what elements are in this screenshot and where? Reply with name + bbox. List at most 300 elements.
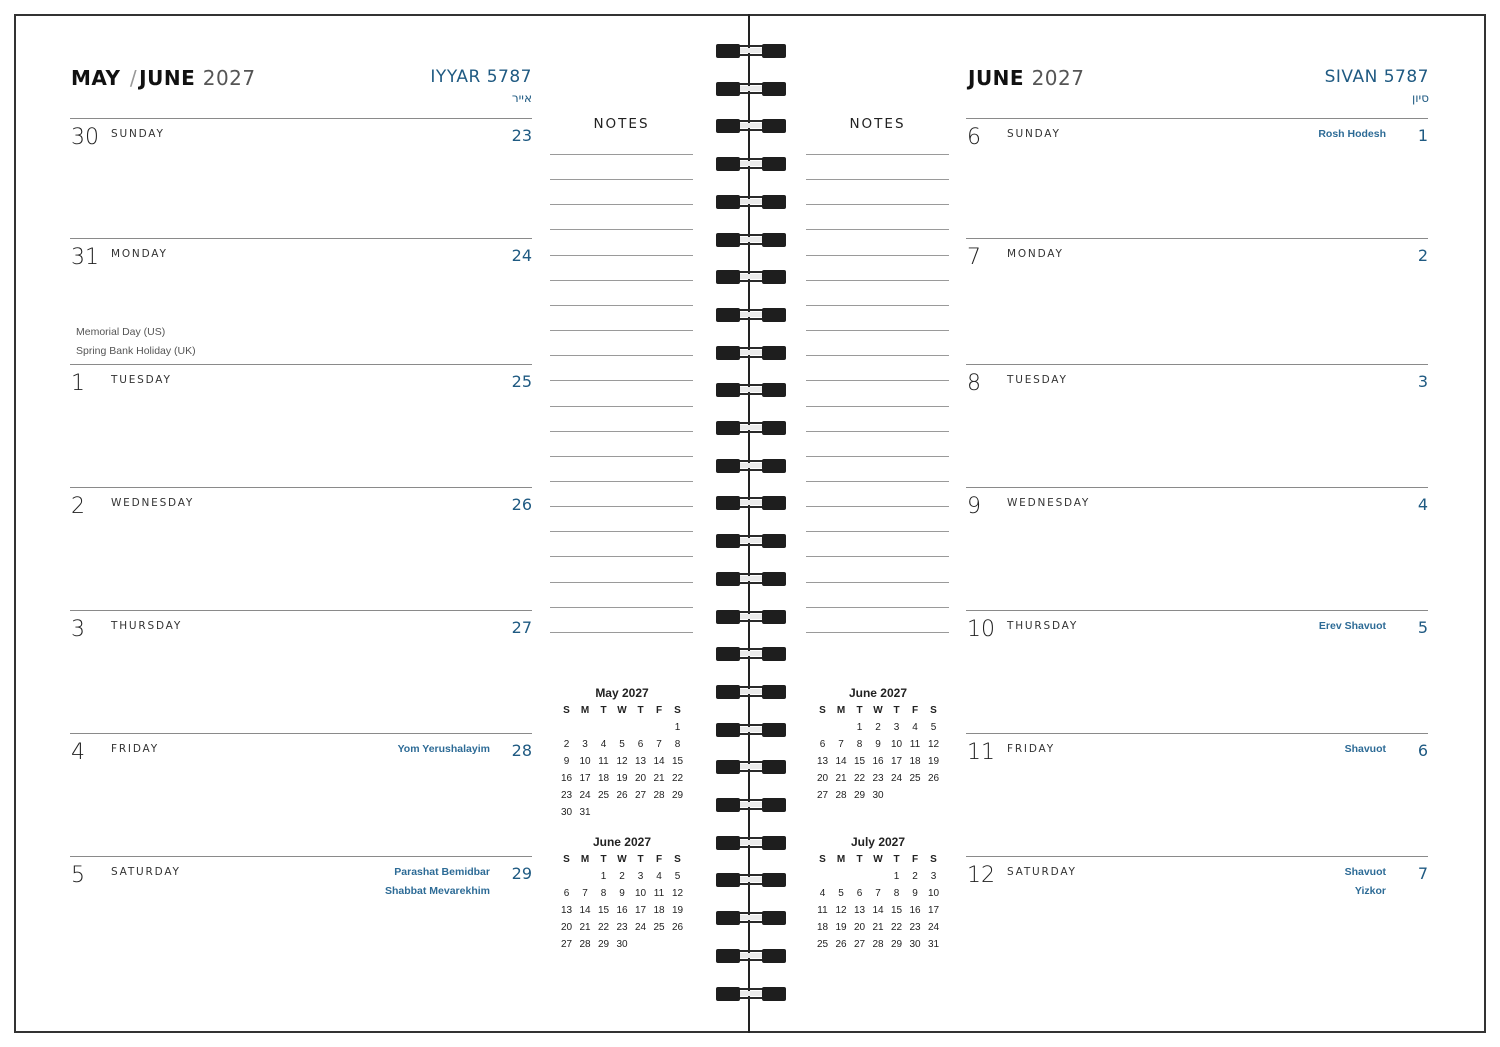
spiral-ring: [716, 796, 786, 814]
day-row[interactable]: [966, 856, 1428, 1000]
mini-calendar-date: 4: [819, 888, 826, 899]
mini-weekday-header: T: [600, 854, 607, 865]
mini-calendar-date: 7: [582, 888, 588, 899]
notes-rule-line: [806, 406, 949, 407]
mini-weekday-header: T: [637, 854, 644, 865]
mini-calendar-date: 24: [927, 922, 940, 933]
notes-rule-line: [550, 255, 693, 256]
notes-rule-line: [806, 506, 949, 507]
mini-calendar-date: 12: [835, 905, 847, 916]
mini-calendar-date: [813, 868, 832, 885]
mini-calendar-date: 14: [835, 756, 847, 767]
mini-weekday-header: W: [873, 854, 883, 865]
mini-calendar-date: 6: [856, 888, 863, 899]
mini-calendar-date: 26: [927, 773, 940, 784]
mini-calendar-date: 1: [600, 871, 607, 882]
notes-rule-line: [550, 280, 693, 281]
mini-weekday-header: F: [655, 854, 663, 865]
mini-calendar-date: 3: [637, 871, 644, 882]
mini-weekday-header: T: [600, 705, 607, 716]
notes-rule-line: [806, 456, 949, 457]
weekday-name: SUNDAY: [111, 128, 165, 140]
mini-calendar-date: 20: [816, 773, 829, 784]
mini-calendar-date: 23: [616, 922, 628, 933]
mini-calendar-date: 24: [890, 773, 903, 784]
mini-weekday-header: S: [563, 705, 570, 716]
mini-calendar-date: [813, 719, 832, 736]
mini-calendar-date: 19: [835, 922, 847, 933]
notes-title-left: NOTES: [593, 116, 650, 132]
mini-calendar-date: 21: [872, 922, 884, 933]
mini-calendar-date: 9: [619, 888, 625, 899]
weekday-name: MONDAY: [1007, 248, 1064, 260]
mini-calendar-date: [631, 719, 650, 736]
spiral-ring: [716, 381, 786, 399]
mini-calendar-date: [832, 719, 851, 736]
right-hebrew-script: סיון: [1411, 91, 1429, 105]
day-row[interactable]: [966, 118, 1428, 238]
mini-calendar-date: 17: [927, 905, 940, 916]
notes-rule-line: [806, 431, 949, 432]
weekday-name: MONDAY: [111, 248, 168, 260]
weekday-name: TUESDAY: [111, 374, 172, 386]
mini-calendar-title: July 2027: [850, 835, 906, 849]
mini-calendar-date: 21: [653, 773, 665, 784]
mini-weekday-header: M: [580, 854, 590, 865]
mini-calendar-date: 8: [856, 739, 863, 750]
mini-calendar-date: 18: [597, 773, 610, 784]
mini-calendar-date: 29: [890, 939, 903, 950]
notes-rule-line: [550, 456, 693, 457]
mini-calendar-date: 9: [912, 888, 918, 899]
mini-calendar-date: 25: [653, 922, 665, 933]
notes-rule-line: [806, 154, 949, 155]
notes-rule-line: [550, 632, 693, 633]
weekday-name: WEDNESDAY: [111, 497, 195, 509]
mini-calendar-title: May 2027: [595, 686, 649, 700]
notes-rule-line: [806, 204, 949, 205]
mini-calendar-date: 14: [579, 905, 591, 916]
notes-rule-line: [806, 280, 949, 281]
mini-calendar-date: 21: [579, 922, 591, 933]
notes-rule-line: [550, 406, 693, 407]
mini-calendar-date: 29: [853, 790, 866, 801]
day-number: 11: [967, 740, 995, 765]
mini-calendar-date: 18: [816, 922, 829, 933]
mini-calendar-title: June 2027: [592, 835, 652, 849]
mini-calendar-title: June 2027: [848, 686, 908, 700]
notes-rule-line: [550, 481, 693, 482]
spiral-ring: [716, 909, 786, 927]
weekday-name: TUESDAY: [1007, 374, 1068, 386]
mini-calendar-grid: [813, 851, 943, 953]
hebrew-day-number: 29: [511, 864, 532, 883]
mini-calendar-date: 31: [927, 939, 940, 950]
mini-calendar-date: 20: [560, 922, 573, 933]
day-row[interactable]: [70, 364, 532, 487]
day-number: 6: [967, 125, 981, 150]
mini-calendar-date: 27: [816, 790, 829, 801]
jewish-observance: Rosh Hodesh: [1318, 128, 1386, 140]
notes-rule-line: [806, 330, 949, 331]
mini-calendar-date: 23: [872, 773, 884, 784]
hebrew-day-number: 26: [511, 495, 532, 514]
hebrew-day-number: 6: [1417, 741, 1428, 760]
notes-rule-line: [550, 229, 693, 230]
mini-calendar-date: 4: [912, 722, 918, 733]
day-number: 30: [71, 125, 99, 150]
mini-calendar-date: 4: [600, 739, 607, 750]
mini-calendar-date: 24: [634, 922, 647, 933]
mini-calendar-date: 20: [853, 922, 866, 933]
day-number: 7: [967, 245, 981, 270]
notes-rule-line: [806, 607, 949, 608]
mini-calendar-date: 8: [674, 739, 681, 750]
mini-calendar-date: 8: [600, 888, 607, 899]
mini-calendar: [557, 686, 687, 821]
mini-calendar-date: 10: [579, 756, 591, 767]
notes-rule-line: [806, 305, 949, 306]
left-month-name-1: MAY: [71, 66, 121, 90]
mini-calendar-date: 17: [890, 756, 903, 767]
day-number: 4: [71, 740, 85, 765]
mini-calendar-date: 2: [619, 871, 625, 882]
notes-rule-line: [550, 204, 693, 205]
mini-calendar-date: 16: [616, 905, 628, 916]
mini-calendar: [813, 835, 943, 953]
mini-calendar-date: 13: [634, 756, 647, 767]
weekday-name: THURSDAY: [1007, 620, 1079, 632]
spiral-ring: [716, 834, 786, 852]
spiral-ring: [716, 419, 786, 437]
hebrew-day-number: 25: [511, 372, 532, 391]
mini-calendar-date: [832, 868, 851, 885]
mini-calendar-date: 25: [597, 790, 610, 801]
hebrew-day-number: 1: [1417, 126, 1428, 145]
day-number: 9: [967, 494, 981, 519]
mini-calendar-date: 19: [671, 905, 684, 916]
spiral-ring: [716, 758, 786, 776]
mini-weekday-header: M: [836, 854, 846, 865]
left-hebrew-script: אייר: [511, 91, 532, 105]
mini-calendar-date: 15: [597, 905, 610, 916]
mini-calendar-date: 28: [835, 790, 847, 801]
notes-rule-line: [806, 255, 949, 256]
weekday-name: SUNDAY: [1007, 128, 1061, 140]
mini-weekday-header: F: [911, 854, 919, 865]
mini-calendar-date: 22: [597, 922, 610, 933]
mini-calendar-date: 31: [579, 807, 591, 818]
mini-calendar-date: 26: [671, 922, 684, 933]
mini-calendar-date: 1: [856, 722, 863, 733]
mini-calendar: [557, 835, 687, 953]
mini-calendar-date: 12: [671, 888, 684, 899]
notes-rule-line: [550, 431, 693, 432]
notes-rule-line: [550, 154, 693, 155]
mini-calendar-grid: [557, 702, 687, 821]
mini-calendar-date: 17: [634, 905, 647, 916]
day-row[interactable]: [70, 238, 532, 364]
month-separator: /: [129, 66, 138, 90]
mini-calendar-date: 23: [909, 922, 921, 933]
mini-calendar-date: 6: [637, 739, 644, 750]
spiral-ring: [716, 231, 786, 249]
day-row[interactable]: [966, 733, 1428, 856]
left-hebrew-month: IYYAR 5787: [430, 67, 532, 87]
spiral-ring: [716, 344, 786, 362]
left-month-name-2: JUNE: [139, 66, 196, 90]
mini-calendar-date: 13: [853, 905, 866, 916]
mini-calendar-date: 28: [872, 939, 884, 950]
jewish-observance: Shabbat Mevarekhim: [384, 885, 490, 897]
notes-rule-line: [550, 355, 693, 356]
notes-rule-line: [550, 330, 693, 331]
mini-weekday-header: W: [873, 705, 883, 716]
mini-calendar-date: 29: [671, 790, 684, 801]
mini-calendar-date: [650, 936, 669, 953]
spiral-ring: [716, 193, 786, 211]
day-number: 2: [71, 494, 85, 519]
day-number: 10: [967, 617, 995, 642]
mini-weekday-header: T: [637, 705, 644, 716]
mini-calendar-date: 16: [872, 756, 884, 767]
mini-weekday-header: S: [674, 705, 681, 716]
left-month-title: [71, 66, 256, 90]
day-row[interactable]: [966, 364, 1428, 487]
spiral-ring: [716, 494, 786, 512]
mini-calendar-grid: [813, 702, 943, 804]
mini-calendar-date: [906, 787, 925, 804]
notes-rule-line: [806, 355, 949, 356]
right-hebrew-month-block: [1325, 67, 1429, 105]
notes-rule-line: [550, 380, 693, 381]
mini-weekday-header: S: [930, 854, 937, 865]
mini-calendar-date: [650, 719, 669, 736]
mini-calendar-date: 10: [634, 888, 647, 899]
mini-calendar-date: 5: [930, 722, 937, 733]
mini-calendar-date: [613, 719, 632, 736]
mini-calendar-grid: [557, 851, 687, 953]
day-number: 8: [967, 371, 981, 396]
day-number: 1: [71, 371, 85, 396]
mini-calendar-date: [631, 804, 650, 821]
mini-calendar-date: 28: [653, 790, 665, 801]
mini-calendar-date: 15: [853, 756, 866, 767]
hebrew-day-number: 24: [511, 246, 532, 265]
jewish-observance: Yom Yerushalayim: [397, 743, 490, 755]
spiral-ring: [716, 306, 786, 324]
mini-calendar-date: 19: [616, 773, 628, 784]
spiral-ring: [716, 532, 786, 550]
mini-weekday-header: W: [617, 854, 627, 865]
notes-title-right: NOTES: [849, 116, 906, 132]
mini-calendar-date: 8: [893, 888, 900, 899]
jewish-observance: Parashat Bemidbar: [394, 866, 490, 878]
notes-rule-line: [550, 531, 693, 532]
mini-calendar-date: 15: [890, 905, 903, 916]
day-row[interactable]: [70, 856, 532, 1000]
notes-rule-line: [806, 582, 949, 583]
weekday-name: FRIDAY: [1007, 743, 1055, 755]
mini-weekday-header: S: [819, 705, 826, 716]
mini-calendar-date: 11: [653, 888, 665, 899]
civil-holiday: Spring Bank Holiday (UK): [76, 345, 196, 357]
spiral-ring: [716, 985, 786, 1003]
mini-calendar-date: 4: [656, 871, 662, 882]
mini-calendar-date: 18: [653, 905, 665, 916]
hebrew-day-number: 27: [511, 618, 532, 637]
mini-calendar-date: 22: [853, 773, 866, 784]
day-number: 31: [71, 245, 99, 270]
mini-weekday-header: S: [930, 705, 937, 716]
mini-calendar-date: 25: [909, 773, 921, 784]
mini-weekday-header: W: [617, 705, 627, 716]
spiral-ring: [716, 645, 786, 663]
mini-calendar-date: 26: [835, 939, 847, 950]
mini-calendar-date: 27: [634, 790, 647, 801]
notes-rule-line: [806, 380, 949, 381]
spiral-ring: [716, 570, 786, 588]
mini-calendar-date: 16: [909, 905, 921, 916]
hebrew-day-number: 23: [511, 126, 532, 145]
spiral-ring: [716, 871, 786, 889]
day-number: 3: [71, 617, 85, 642]
day-row[interactable]: [966, 610, 1428, 733]
right-hebrew-month: SIVAN 5787: [1324, 67, 1429, 87]
spiral-ring: [716, 80, 786, 98]
mini-calendar-date: 25: [816, 939, 829, 950]
mini-calendar-date: [576, 719, 595, 736]
mini-calendar-date: [650, 804, 669, 821]
mini-calendar-date: 1: [893, 871, 900, 882]
right-month-name: JUNE: [968, 66, 1025, 90]
mini-calendar-date: 15: [671, 756, 684, 767]
mini-calendar-date: [668, 804, 687, 821]
mini-weekday-header: T: [893, 854, 900, 865]
day-number: 5: [71, 863, 85, 888]
right-month-title: [968, 66, 1084, 90]
mini-calendar-date: [594, 719, 613, 736]
mini-calendar-date: 21: [835, 773, 847, 784]
spiral-ring: [716, 608, 786, 626]
notes-rule-line: [550, 582, 693, 583]
notes-rule-line: [550, 556, 693, 557]
mini-calendar-date: 11: [598, 756, 609, 767]
mini-calendar-date: [557, 719, 576, 736]
mini-calendar-date: 30: [909, 939, 921, 950]
jewish-observance: Erev Shavuot: [1318, 620, 1386, 632]
mini-calendar-date: 7: [875, 888, 881, 899]
day-row[interactable]: [70, 487, 532, 610]
day-row[interactable]: [70, 610, 532, 733]
notes-rule-line: [806, 556, 949, 557]
day-row[interactable]: [966, 238, 1428, 364]
mini-calendar-date: 5: [674, 871, 681, 882]
day-row[interactable]: [70, 118, 532, 238]
jewish-observance: Yizkor: [1354, 885, 1386, 897]
mini-calendar-date: [576, 868, 595, 885]
mini-calendar-date: 2: [563, 739, 570, 750]
notes-rule-line: [806, 632, 949, 633]
mini-calendar-date: 5: [619, 739, 625, 750]
weekday-name: SATURDAY: [111, 866, 181, 878]
mini-calendar-date: 20: [634, 773, 647, 784]
mini-calendar-date: [668, 936, 687, 953]
spiral-ring: [716, 155, 786, 173]
hebrew-day-number: 3: [1417, 372, 1428, 391]
spiral-ring: [716, 721, 786, 739]
day-number: 12: [967, 863, 995, 888]
mini-calendar-date: 27: [560, 939, 573, 950]
mini-calendar-date: [557, 868, 576, 885]
jewish-observance: Shavuot: [1344, 866, 1386, 878]
mini-calendar-date: 14: [653, 756, 665, 767]
mini-calendar-date: 3: [893, 722, 900, 733]
notes-rule-line: [550, 179, 693, 180]
notes-rule-line: [806, 179, 949, 180]
mini-weekday-header: S: [674, 854, 681, 865]
mini-calendar-date: 10: [927, 888, 940, 899]
hebrew-day-number: 2: [1417, 246, 1428, 265]
mini-weekday-header: T: [893, 705, 900, 716]
mini-calendar-date: 19: [927, 756, 940, 767]
hebrew-day-number: 5: [1417, 618, 1428, 637]
mini-calendar-date: 6: [563, 888, 570, 899]
day-row[interactable]: [966, 487, 1428, 610]
weekday-name: THURSDAY: [111, 620, 183, 632]
mini-calendar-date: [594, 804, 613, 821]
mini-calendar-date: 10: [890, 739, 903, 750]
mini-calendar-date: 26: [616, 790, 628, 801]
notes-rule-line: [806, 531, 949, 532]
mini-calendar-date: 28: [579, 939, 591, 950]
right-year: 2027: [1031, 66, 1085, 90]
mini-calendar-date: [924, 787, 943, 804]
mini-weekday-header: F: [911, 705, 919, 716]
mini-calendar-date: 30: [560, 807, 573, 818]
left-hebrew-month-block: [430, 67, 532, 105]
mini-calendar-date: 3: [930, 871, 937, 882]
mini-weekday-header: T: [856, 854, 863, 865]
mini-calendar-date: 30: [616, 939, 628, 950]
weekday-name: SATURDAY: [1007, 866, 1077, 878]
mini-calendar-date: [869, 868, 888, 885]
notes-rule-line: [550, 607, 693, 608]
mini-calendar-date: [887, 787, 906, 804]
hebrew-day-number: 7: [1417, 864, 1428, 883]
mini-calendar-date: 11: [909, 739, 921, 750]
mini-calendar-date: 24: [579, 790, 591, 801]
mini-calendar-date: [631, 936, 650, 953]
mini-calendar-date: 3: [582, 739, 588, 750]
mini-weekday-header: S: [819, 854, 826, 865]
mini-calendar-date: 9: [875, 739, 881, 750]
spiral-ring: [716, 42, 786, 60]
mini-calendar-date: 1: [674, 722, 681, 733]
mini-calendar-date: 16: [560, 773, 573, 784]
mini-calendar-date: 12: [927, 739, 940, 750]
mini-weekday-header: F: [655, 705, 663, 716]
mini-calendar-date: 6: [819, 739, 826, 750]
mini-weekday-header: M: [836, 705, 846, 716]
mini-calendar-date: 2: [875, 722, 881, 733]
notes-rule-line: [806, 481, 949, 482]
mini-calendar-date: 13: [560, 905, 573, 916]
mini-calendar-date: 9: [563, 756, 570, 767]
day-row[interactable]: [70, 733, 532, 856]
mini-calendar-date: 22: [890, 922, 903, 933]
mini-calendar-date: 7: [838, 739, 844, 750]
